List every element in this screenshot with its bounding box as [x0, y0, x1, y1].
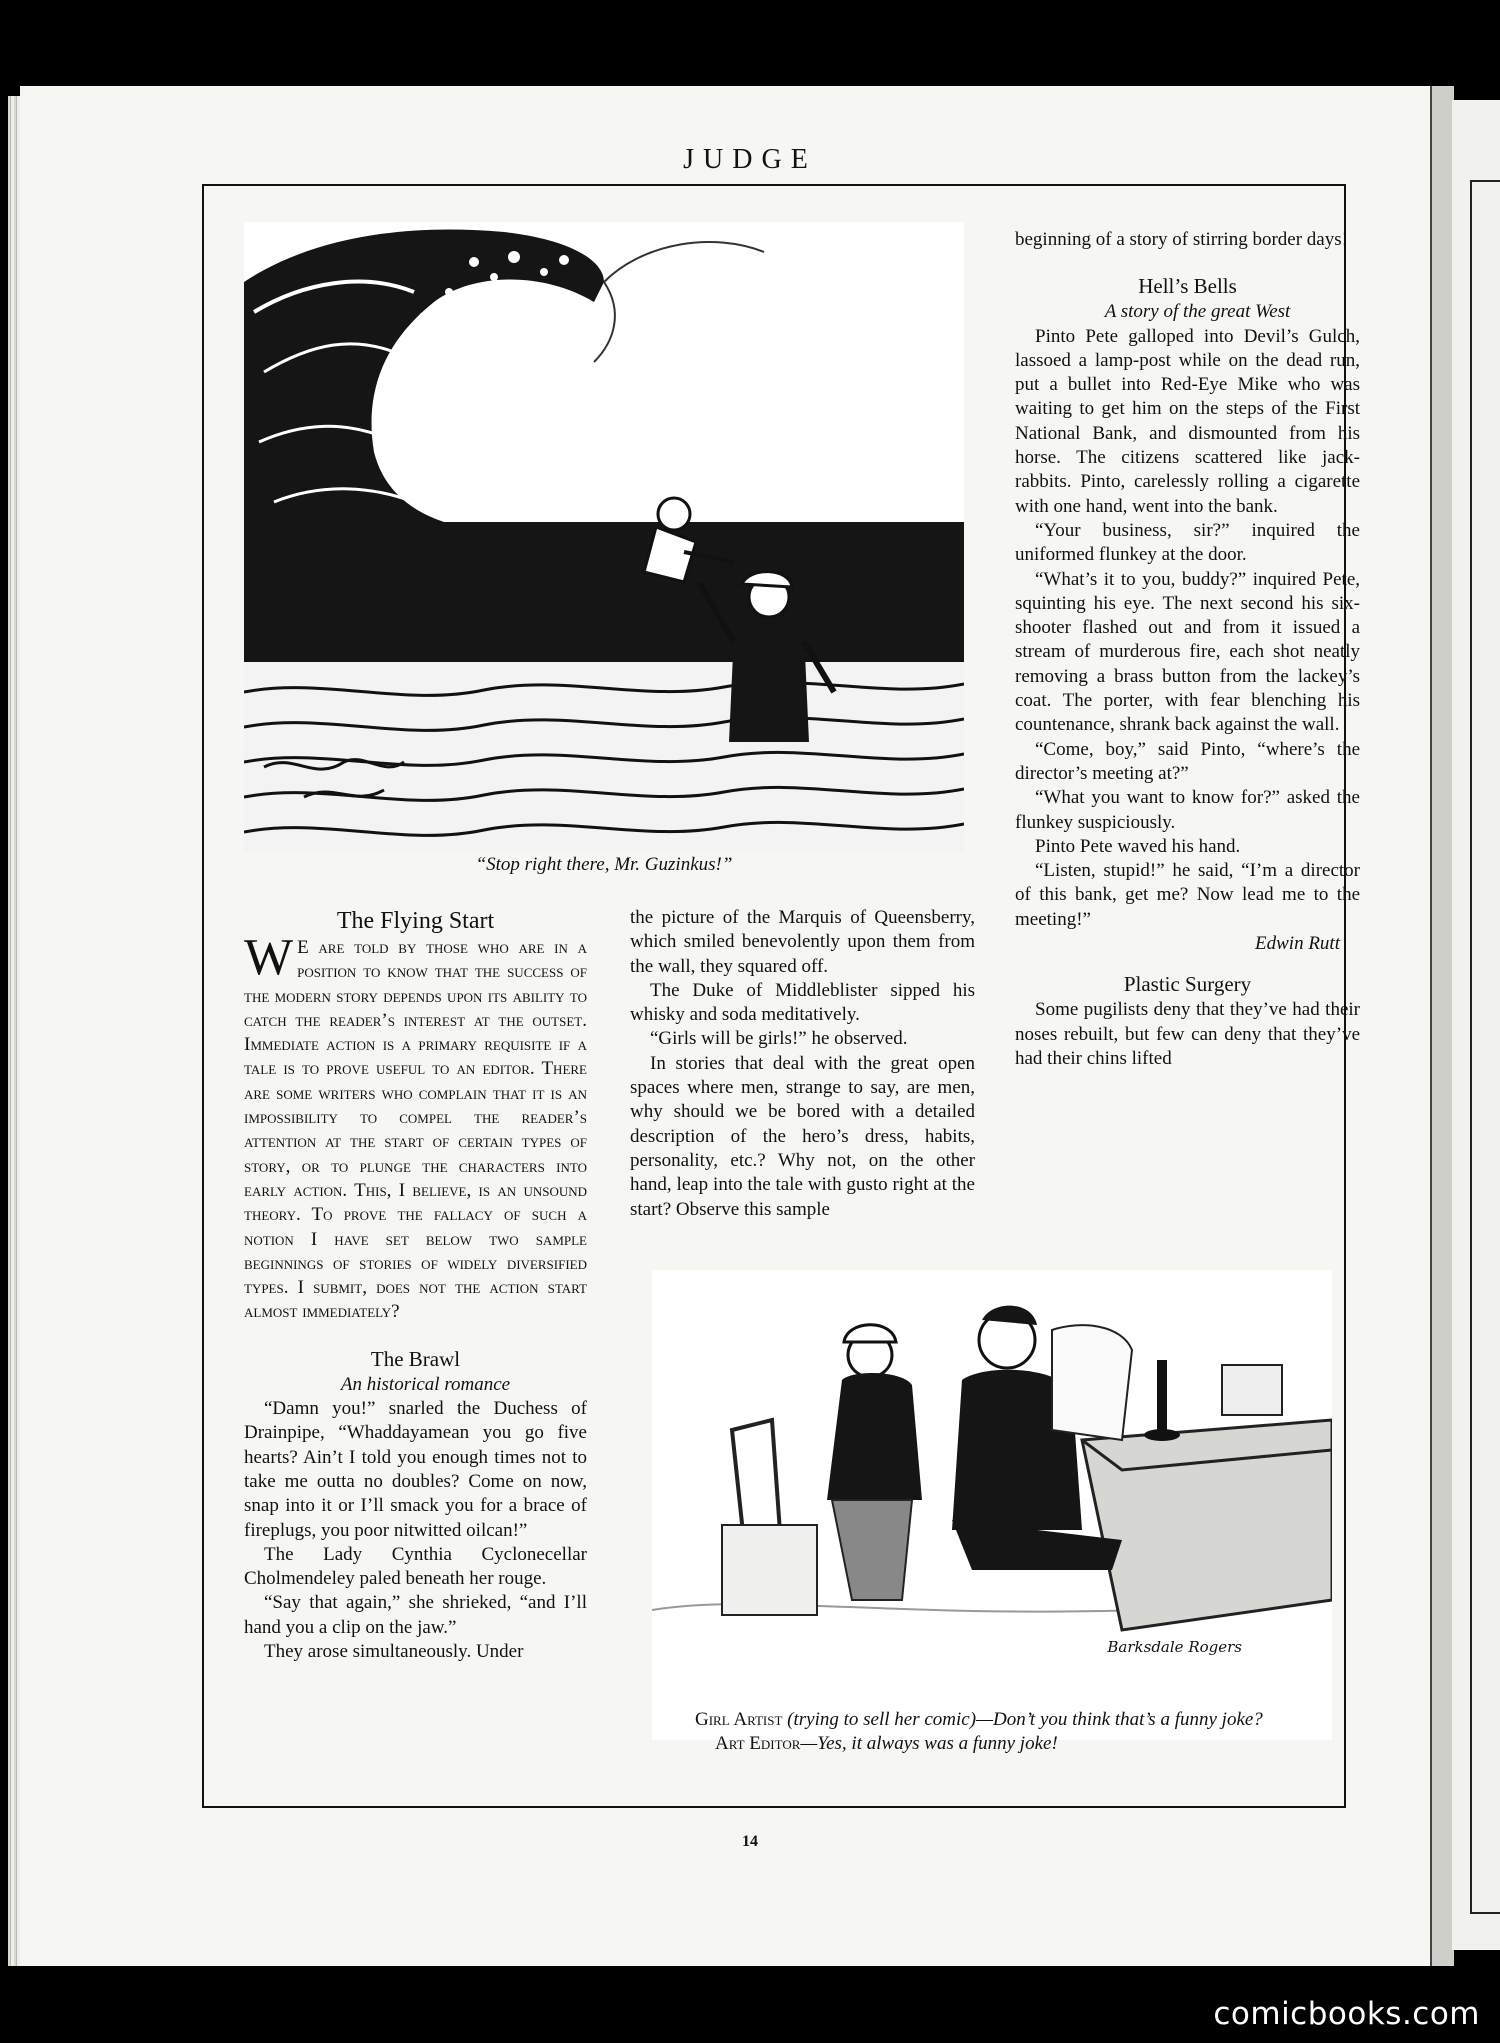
brawl-paragraph-1: “Damn you!” snarled the Duchess of Drainpipe, “Whaddayamean you go five hearts? Ain’t I told you enough times not to take me outta no doubles? Come on now, snap into it or I’ll smack you for a brace of fireplugs, you poor nitwitted oilcan!” [244, 1398, 587, 1541]
office-cartoon-illustration [652, 1270, 1332, 1740]
column-2-paragraph-1: the picture of the Marquis of Queensberry, which smiled benevolently upon them from the wall, they squared off. [630, 907, 975, 977]
plastic-surgery-title: Plastic Surgery [1123, 972, 1252, 997]
hells-bells-subtitle: A story of the great West [1104, 301, 1291, 323]
brawl-title: The Brawl [370, 1346, 461, 1371]
wave-cartoon-caption: “Stop right there, Mr. Guzinkus!” [475, 854, 733, 875]
adjacent-page [1452, 100, 1500, 1950]
hells-bells-title: Hell’s Bells [1138, 274, 1237, 299]
article-title: The Flying Start [336, 908, 495, 934]
office-cartoon-caption [695, 1708, 1335, 1756]
wave-cartoon-illustration [244, 222, 964, 852]
article-column-1 [244, 906, 587, 1664]
article-column-2 [630, 906, 975, 1222]
brawl-paragraph-2: The Lady Cynthia Cyclonecellar Cholmendeley paled beneath her rouge. [244, 1543, 587, 1590]
hells-bells-paragraph-5: “What you want to know for?” asked the flunkey suspiciously. [1015, 787, 1360, 833]
stage-direction: (trying to sell her comic) [787, 1709, 977, 1730]
article-intro [244, 929, 587, 1325]
plastic-surgery-text: Some pugilists deny that they’ve had their noses rebuilt, but few can deny that they’ve had their chins lifted [1015, 999, 1360, 1069]
office-cartoon-signature: Barksdale Rogers [1107, 1638, 1242, 1656]
speaker-girl-artist: Girl Artist [695, 1709, 783, 1730]
speaker-art-editor: Art Editor [715, 1733, 801, 1754]
hells-bells-paragraph-3: “What’s it to you, buddy?” inquired Pete, squinting his eye. The next second his six-shooter flashed out and from it issued a stream of murderous fire, each shot neatly removing a brass button from the lackey’s coat. The porter, with fear blenching his countenance, shrank back against the wall. [1015, 568, 1360, 736]
brawl-paragraph-3: “Say that again,” she shrieked, “and I’ll hand you a clip on the jaw.” [244, 1592, 587, 1638]
hells-bells-paragraph-2: “Your business, sir?” inquired the uniformed flunkey at the door. [1015, 519, 1360, 566]
hells-bells-paragraph-4: “Come, boy,” said Pinto, “where’s the director’s meeting at?” [1015, 738, 1360, 784]
site-watermark: comicbooks.com [1213, 1996, 1480, 2032]
page-number: 14 [742, 1833, 758, 1850]
drop-cap: W [244, 929, 294, 986]
article-byline: Edwin Rutt [1255, 933, 1340, 955]
column-2-paragraph-3: “Girls will be girls!” he observed. [650, 1028, 908, 1050]
hells-bells-paragraph-6: Pinto Pete waved his hand. [1035, 835, 1241, 857]
article-column-3 [1015, 228, 1360, 1071]
hells-bells-paragraph-7: “Listen, stupid!” he said, “I’m a director of this bank, get me? Now lead me to the meeting!” [1015, 860, 1360, 930]
hells-bells-paragraph-1: Pinto Pete galloped into Devil’s Gulch, lassoed a lamp-post while on the dead run, put a bullet into Red-Eye Mike who was waiting to get him on the steps of the First National Bank, and dismounted from his horse. The citizens scattered like jack-rabbits. Pinto, carelessly rolling a cigarette with one hand, went into the bank. [1015, 325, 1360, 517]
art-editor-line: —Yes, it always was a funny joke! [800, 1733, 1058, 1754]
column-3-opening: beginning of a story of stirring border days! [1015, 229, 1348, 250]
page-gutter [1430, 86, 1454, 1966]
girl-artist-line: —Don’t you think that’s a funny joke? [976, 1709, 1263, 1730]
column-2-paragraph-4: In stories that deal with the great open spaces where men, strange to say, are men, why should we be bored with a detailed description of the hero’s dress, habits, personality, etc.? Why not, on the other hand, leap into the tale with gusto right at the start? Observe this sample [630, 1052, 975, 1220]
brawl-subtitle: An historical romance [340, 1373, 511, 1395]
column-2-paragraph-2: The Duke of Middleblister sipped his whisky and soda meditatively. [630, 979, 975, 1026]
brawl-paragraph-4: They arose simultaneously. Under [264, 1641, 524, 1663]
magazine-masthead: JUDGE [683, 144, 817, 175]
intro-text: E are told by those who are in a position to know that the success of the modern story depends upon its ability to catch the reader’s interest at the outset. Immediate action is a primary requisite if a tale is to prove useful to an editor. There are some writers who complain that it is an impossibility to compel the reader’s attention at the start of certain types of story, or to plunge the characters into early action. This, I believe, is an unsound theory. To prove the fallacy of such a notion I have set below two sample beginnings of stories of widely diversified types. I submit, does not the action start almost immediately? [244, 937, 587, 1323]
